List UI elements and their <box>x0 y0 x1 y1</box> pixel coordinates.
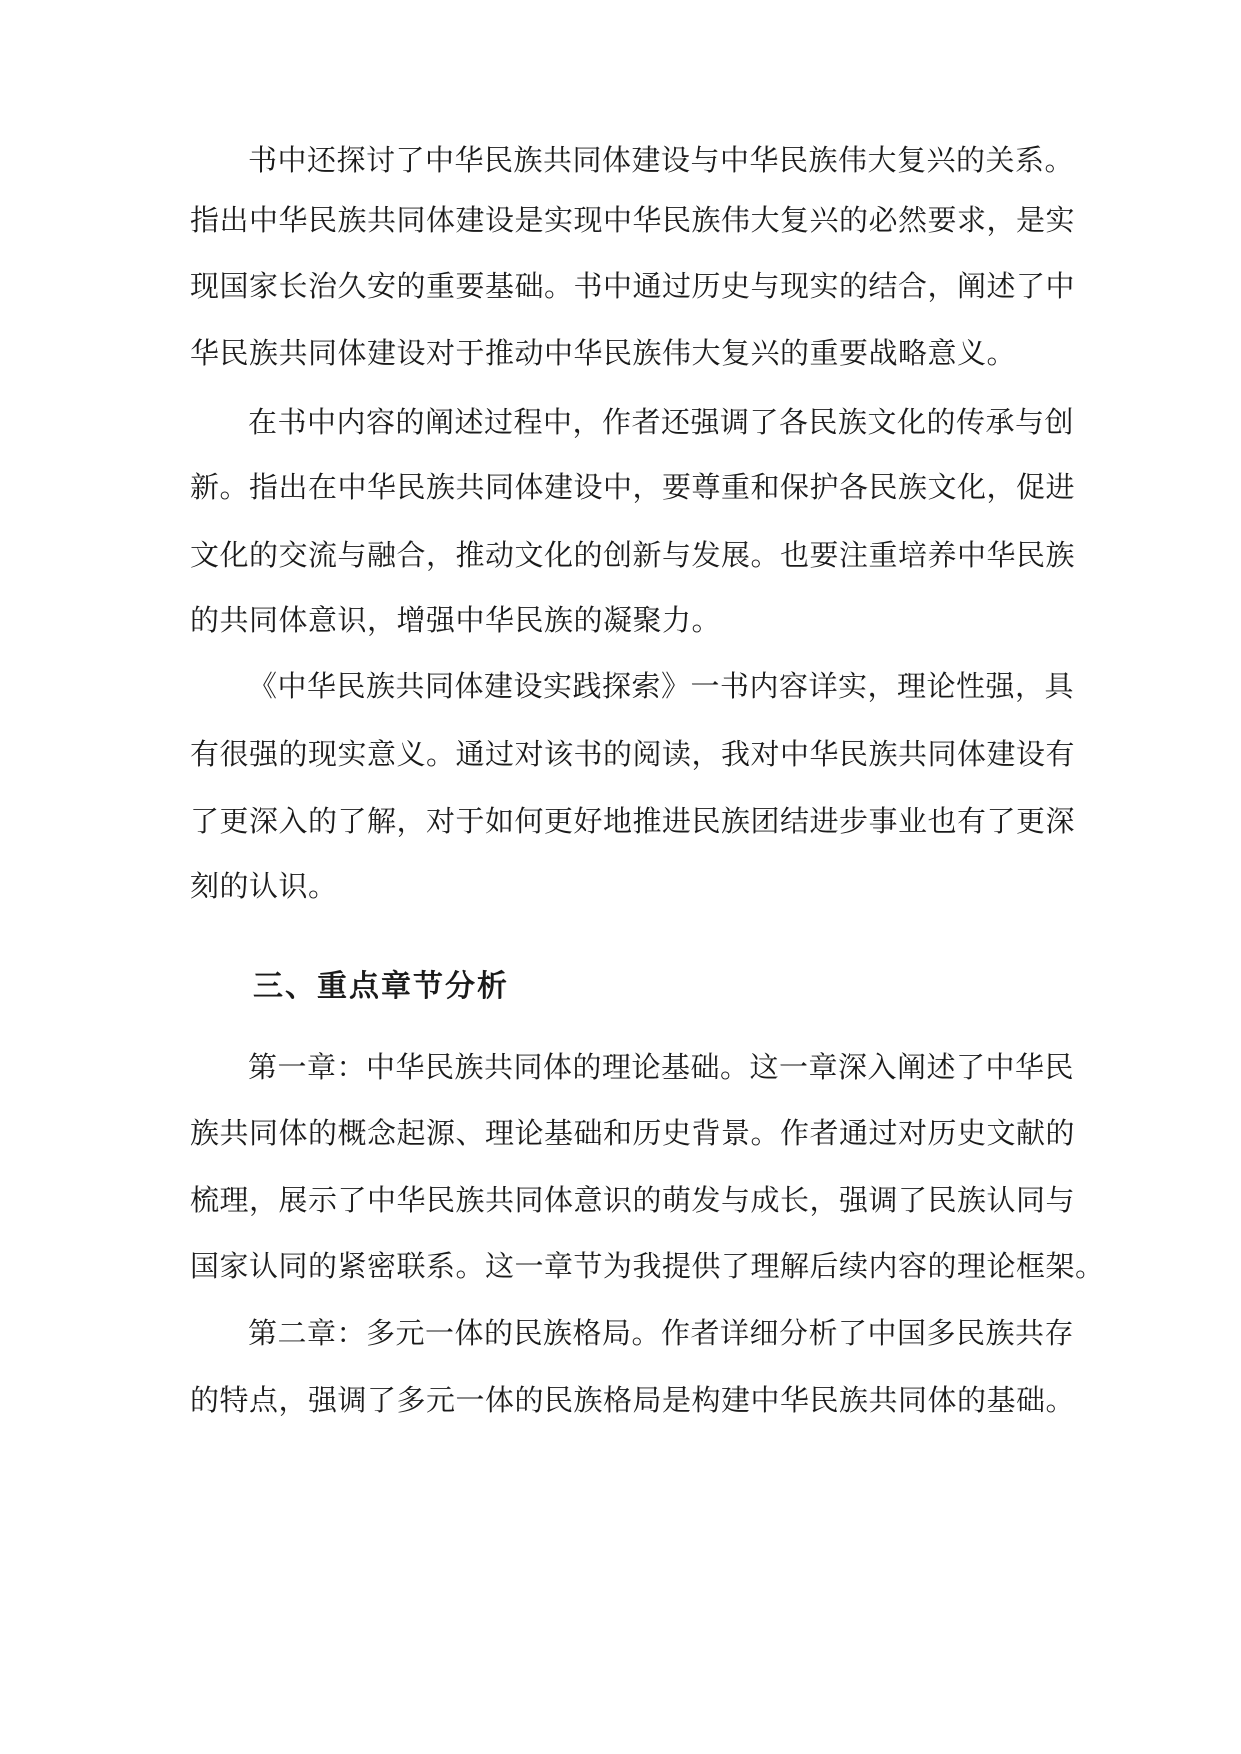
paragraph-2-line-1: 在书中内容的阐述过程中，作者还强调了各民族文化的传承与创 <box>248 405 1075 439</box>
chapter-1-line-4: 国家认同的紧密联系。这一章节为我提供了理解后续内容的理论框架。 <box>190 1249 1105 1283</box>
paragraph-3-line-3: 了更深入的了解，对于如何更好地推进民族团结进步事业也有了更深 <box>190 804 1076 838</box>
chapter-1-line-3: 梳理，展示了中华民族共同体意识的萌发与成长，强调了民族认同与 <box>190 1183 1076 1217</box>
chapter-2-line-2: 的特点，强调了多元一体的民族格局是构建中华民族共同体的基础。 <box>190 1383 1076 1417</box>
paragraph-1-line-3: 现国家长治久安的重要基础。书中通过历史与现实的结合，阐述了中 <box>190 269 1076 303</box>
paragraph-3-line-1: 《中华民族共同体建设实践探索》一书内容详实，理论性强，具 <box>248 669 1075 703</box>
paragraph-1-line-2: 指出中华民族共同体建设是实现中华民族伟大复兴的必然要求，是实 <box>190 203 1076 237</box>
paragraph-1-line-4: 华民族共同体建设对于推动中华民族伟大复兴的重要战略意义。 <box>190 336 1017 370</box>
paragraph-2-line-4: 的共同体意识，增强中华民族的凝聚力。 <box>190 603 722 637</box>
paragraph-2-line-2: 新。指出在中华民族共同体建设中，要尊重和保护各民族文化，促进 <box>190 470 1076 504</box>
paragraph-3-line-2: 有很强的现实意义。通过对该书的阅读，我对中华民族共同体建设有 <box>190 737 1076 771</box>
paragraph-3-line-4: 刻的认识。 <box>190 869 338 903</box>
chapter-1-line-2: 族共同体的概念起源、理论基础和历史背景。作者通过对历史文献的 <box>190 1116 1076 1150</box>
paragraph-2-line-3: 文化的交流与融合，推动文化的创新与发展。也要注重培养中华民族 <box>190 538 1076 572</box>
paragraph-1-line-1: 书中还探讨了中华民族共同体建设与中华民族伟大复兴的关系。 <box>248 143 1075 177</box>
chapter-1-line-1: 第一章：中华民族共同体的理论基础。这一章深入阐述了中华民 <box>248 1050 1075 1084</box>
chapter-2-line-1: 第二章：多元一体的民族格局。作者详细分析了中国多民族共存 <box>248 1316 1075 1350</box>
section-heading: 三、重点章节分析 <box>253 969 509 1004</box>
